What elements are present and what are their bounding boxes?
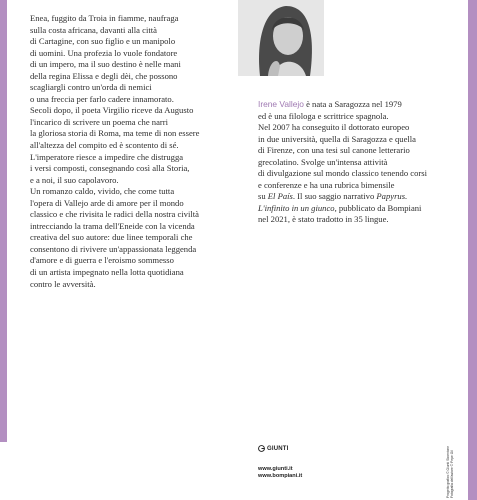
bio-line: Irene Vallejo è nata a Saragozza nel 1979 bbox=[258, 99, 402, 109]
bio-line: di divulgazione sul mondo classico tenendo corsi bbox=[258, 168, 427, 179]
website-link[interactable]: www.bompiani.it bbox=[258, 473, 303, 480]
newspaper-title: El País bbox=[267, 191, 293, 202]
book-subtitle: L'infinito in un giunco bbox=[258, 202, 335, 213]
giunti-logo bbox=[258, 445, 302, 452]
giunti-logo-text: GIUNTI bbox=[267, 445, 289, 452]
bio-line: L'infinito in un giunco, pubblicato da Bompiani bbox=[258, 202, 422, 213]
blurb-line: di un artista impegnato nella lotta quotidiana bbox=[30, 267, 184, 278]
blurb-line: e a noi, il suo capolavoro. bbox=[30, 174, 119, 185]
blurb-line: Enea, fuggito da Troia in fiamme, naufraga bbox=[30, 13, 179, 23]
blurb-line: creativa del suo autore: due linee temporali che bbox=[30, 232, 193, 243]
author-name: Irene Vallejo bbox=[258, 99, 304, 109]
blurb-line: classico e che rivisita le radici della nostra civiltà bbox=[30, 209, 199, 220]
blurb-line: Secoli dopo, il poeta Virgilio riceve da Augusto bbox=[30, 105, 194, 116]
credit-line: Fotografia dell'autore © Pepe Gil bbox=[450, 450, 455, 498]
blurb-line: i versi composti, consegnando così alla Storia, bbox=[30, 163, 190, 174]
blurb-line: scagliargli contro un'orda di nemici bbox=[30, 82, 152, 93]
blurb-line: Un romanzo caldo, vivido, che come tutta bbox=[30, 186, 175, 197]
blurb-line: d'amore e di guerra e l'eroismo sommesso bbox=[30, 255, 174, 266]
photo-credits bbox=[446, 428, 462, 498]
bio-line: grecolatino. Svolge un'intensa attività bbox=[258, 156, 388, 167]
blurb-line: l'opera di Vallejo arde di amore per il mondo bbox=[30, 197, 184, 208]
blurb-line: all'altezza del compito ed è scontento di sé. bbox=[30, 140, 179, 151]
bio-line: nel 2021, è stato tradotto in 35 lingue. bbox=[258, 214, 389, 225]
blurb-line: contro le avversità. bbox=[30, 278, 96, 289]
giunti-logo-icon bbox=[258, 445, 265, 452]
bio-line: Nel 2007 ha conseguito il dottorato europeo bbox=[258, 122, 410, 133]
blurb-line: sulla costa africana, davanti alla città bbox=[30, 24, 157, 35]
blurb-line: L'imperatore riesce a impedire che distrugga bbox=[30, 151, 184, 162]
bio-line: ed è una filologa e scrittrice spagnola. bbox=[258, 110, 389, 121]
blurb-line: della regina Elissa e degli dèi, che possono bbox=[30, 70, 178, 81]
blurb-line: consentono di rivivere un'appassionata leggenda bbox=[30, 243, 197, 254]
publisher-block bbox=[258, 445, 302, 481]
back-cover-blurb bbox=[30, 13, 238, 290]
blurb-line: l'incarico di scrivere un poema che narri bbox=[30, 116, 169, 127]
website-link[interactable]: www.giunti.it bbox=[258, 466, 293, 472]
author-photo bbox=[238, 0, 324, 76]
credit-line: Progetto grafico © Giunti Sbornione bbox=[446, 445, 450, 498]
left-color-strip bbox=[0, 0, 7, 442]
right-color-strip bbox=[468, 0, 477, 500]
bio-line: e conferenze e ha una rubrica bimensile bbox=[258, 179, 395, 190]
bio-line: in due università, quella di Saragozza e quella bbox=[258, 133, 416, 144]
bio-line: di Firenze, con una tesi sul canone letterario bbox=[258, 145, 410, 156]
blurb-line: di Cartagine, con suo figlio e un manipolo bbox=[30, 36, 176, 47]
blurb-line: di uomini. Una profezia lo vuole fondatore bbox=[30, 47, 178, 58]
bio-line: su El País. Il suo saggio narrativo Papyrus. bbox=[258, 191, 408, 202]
blurb-line: intrecciando la trama dell'Eneide con la vicenda bbox=[30, 220, 195, 231]
blurb-line: la gloriosa storia di Roma, ma teme di non essere bbox=[30, 128, 200, 139]
book-title: Papyrus. bbox=[376, 191, 408, 202]
author-bio bbox=[258, 99, 458, 226]
blurb-line: di un impero, ma il suo destino è nelle mani bbox=[30, 59, 181, 70]
blurb-line: o una freccia per farlo cadere innamorato. bbox=[30, 93, 174, 104]
